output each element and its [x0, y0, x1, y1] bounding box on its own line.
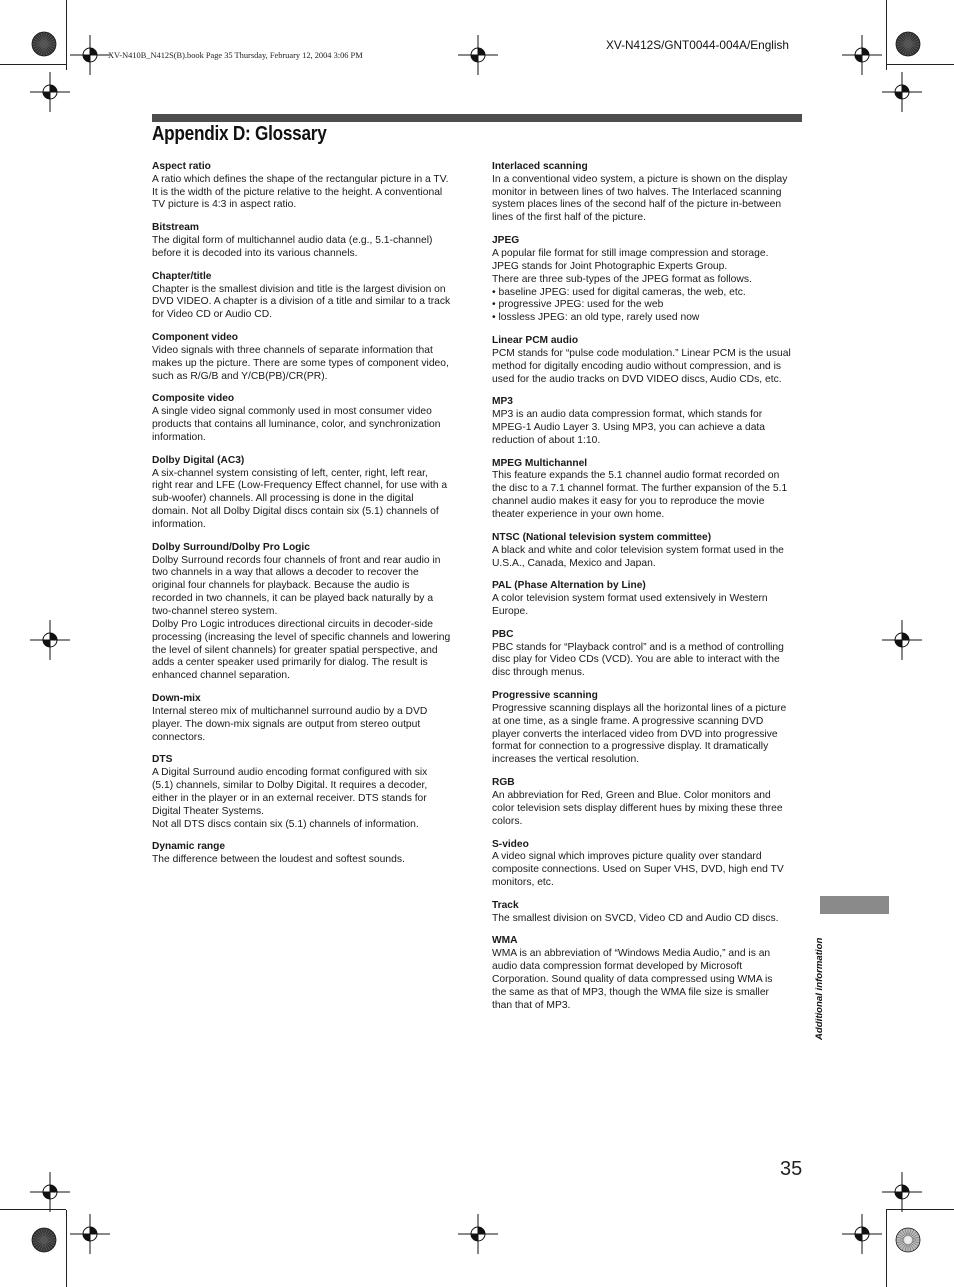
glossary-entry — [492, 629, 802, 680]
glossary-entry — [492, 935, 802, 1012]
glossary-definition-line: MPEG-1 Audio Layer 3. Using MP3, you can achieve a data — [492, 422, 766, 433]
glossary-definition-line: PBC stands for “Playback control” and is a method of controlling — [492, 641, 784, 653]
crop-mark — [886, 64, 954, 65]
glossary-definition-line: processing (increasing the level of specific channels and lowering — [152, 631, 451, 643]
glossary-definition-line: enhanced channel separation. — [152, 670, 290, 682]
page-title: Appendix D: Glossary — [152, 123, 327, 145]
glossary-definition-line: Dolby Pro Logic introduces directional circuits in decoder-side — [152, 618, 434, 630]
page-number: 35 — [780, 1158, 803, 1180]
glossary-definition-line: Chapter is the smallest division and title is the largest division on — [152, 283, 446, 295]
glossary-definition-line: An abbreviation for Red, Green and Blue. Color monitors and — [492, 789, 771, 801]
glossary-definition-line: MP3 is an audio data compression format, which stands for — [492, 409, 763, 421]
glossary-definition-line: The difference between the loudest and softest sounds. — [152, 854, 405, 866]
glossary-definition-line: Corporation. Sound quality of data compressed using WMA is — [492, 973, 773, 985]
glossary-term: Bitstream — [152, 222, 199, 234]
glossary-term: Dolby Surround/Dolby Pro Logic — [152, 541, 310, 553]
glossary-definition-line: In a conventional video system, a picture is shown on the display — [492, 173, 788, 185]
glossary-definition-line: such as R/G/B and Y/CB(PB)/CR(PR). — [152, 370, 328, 382]
color-bar-disc-icon — [895, 1227, 921, 1253]
crop-mark — [66, 0, 67, 70]
glossary-definition-line: Video signals with three channels of separate information that — [152, 344, 433, 356]
glossary-term: MP3 — [492, 396, 513, 408]
crop-mark — [886, 1210, 887, 1287]
registration-mark-icon — [70, 1214, 110, 1254]
glossary-definition-line: monitor in between lines of two halves. The Interlaced scanning — [492, 186, 782, 198]
glossary-term: RGB — [492, 777, 515, 789]
glossary-definition-line: at one time, as a single frame. A progressive scanning DVD — [492, 715, 764, 727]
glossary-definition-line: format for connection to a progressive display. It dramatically — [492, 741, 769, 753]
glossary-definition-line: A video signal which improves picture quality over standard — [492, 851, 762, 863]
glossary-entry — [152, 222, 462, 260]
glossary-entry — [152, 271, 462, 322]
glossary-entry — [492, 900, 802, 926]
glossary-term: Down-mix — [152, 693, 201, 705]
glossary-definition-line: before it is decoded into its various channels. — [152, 247, 358, 259]
glossary-definition-line: recorded in two channels, it can be played back naturally by a — [152, 593, 434, 605]
glossary-definition-line: connectors. — [152, 731, 206, 743]
glossary-entry — [492, 335, 802, 386]
glossary-definition-line: information. — [152, 518, 206, 530]
glossary-definition-line: A six-channel system consisting of left, center, right, left rear, — [152, 467, 428, 479]
glossary-term: PBC — [492, 628, 514, 640]
glossary-term: S-video — [492, 838, 529, 850]
glossary-definition-line: system places lines of the second half of the picture in-between — [492, 199, 782, 211]
glossary-entry — [492, 161, 802, 225]
glossary-term: Track — [492, 899, 519, 911]
registration-mark-icon — [458, 1214, 498, 1254]
registration-mark-icon — [30, 620, 70, 660]
glossary-definition-line: sub-woofer) channels. All processing is done in the digital — [152, 493, 414, 505]
glossary-definition-line: two-channel stereo system. — [152, 605, 278, 617]
glossary-definition-line: This feature expands the 5.1 channel audio format recorded on — [492, 470, 780, 482]
file-info-line: XV-N410B_N412S(B).book Page 35 Thursday, February 12, 2004 3:06 PM — [108, 51, 363, 60]
registration-mark-icon — [30, 1172, 70, 1212]
glossary-definition-line: theater experience in your own home. — [492, 509, 665, 521]
crop-mark — [0, 64, 66, 65]
glossary-definition-line: right rear and LFE (Low-Frequency Effect channel, for use with a — [152, 480, 448, 492]
glossary-definition-line: A Digital Surround audio encoding format configured with six — [152, 767, 428, 779]
glossary-term: NTSC (National television system committee) — [492, 531, 712, 543]
glossary-definition-line: audio data compression format developed by Microsoft — [492, 961, 743, 973]
glossary-term: Linear PCM audio — [492, 335, 579, 347]
color-bar-disc-icon — [31, 31, 57, 57]
glossary-definition-line: channel audio makes it easy for you to reproduce the movie — [492, 496, 765, 508]
glossary-definition-line: player. The down-mix signals are output from stereo output — [152, 718, 421, 730]
glossary-entry — [492, 458, 802, 522]
glossary-definition-line: original four channels for playback. Because the audio is — [152, 580, 410, 592]
glossary-definition-line: • progressive JPEG: used for the web — [492, 299, 664, 311]
registration-mark-icon — [882, 1172, 922, 1212]
glossary-term: Dynamic range — [152, 841, 226, 853]
glossary-definition-line: A popular file format for still image compression and storage. — [492, 247, 769, 259]
glossary-definition-line: It is the width of the picture relative to the height. A conventional — [152, 186, 443, 198]
glossary-definition-line: increases the vertical resolution. — [492, 754, 640, 766]
glossary-definition-line: either in the player or in an external receiver. DTS stands for — [152, 792, 427, 804]
glossary-definition-line: JPEG stands for Joint Photographic Experts Group. — [492, 260, 728, 272]
glossary-definition-line: for Video CD or Audio CD. — [152, 309, 272, 321]
glossary-term: Chapter/title — [152, 270, 212, 282]
glossary-definition-line: lines of the first half of the picture. — [492, 212, 646, 224]
glossary-definition-line: reduction of about 1:10. — [492, 434, 601, 446]
glossary-definition-line: used for the audio tracks on DVD VIDEO discs, Audio CDs, etc. — [492, 373, 782, 385]
glossary-entry — [152, 332, 462, 383]
glossary-term: JPEG — [492, 235, 520, 247]
glossary-definition-line: A ratio which defines the shape of the rectangular picture in a TV. — [152, 173, 449, 185]
registration-mark-icon — [882, 620, 922, 660]
registration-mark-icon — [842, 35, 882, 75]
glossary-entry — [152, 693, 462, 744]
glossary-definition-line: PCM stands for “pulse code modulation.” Linear PCM is the usual — [492, 347, 791, 359]
glossary-definition-line: composite connections. Used on Super VHS, DVD, high end TV — [492, 864, 784, 876]
glossary-entry — [492, 532, 802, 570]
glossary-definition-line: makes up the picture. There are some types of component video, — [152, 357, 449, 369]
glossary-left-column — [152, 161, 462, 877]
section-tab — [820, 896, 889, 914]
glossary-definition-line: the disc to a 7.1 channel format. The further expansion of the 5.1 — [492, 483, 788, 495]
glossary-definition-line: player converts the interlaced video from DVD into progressive — [492, 728, 778, 740]
glossary-term: WMA — [492, 935, 518, 947]
glossary-definition-line: (5.1) channels, similar to Dolby Digital. It requires a decoder, — [152, 780, 428, 792]
glossary-definition-line: Europe. — [492, 605, 529, 617]
glossary-definition-line: products that contains all luminance, color, and synchronization — [152, 419, 441, 431]
glossary-definition-line: information. — [152, 431, 206, 443]
glossary-entry — [152, 542, 462, 683]
glossary-definition-line: The digital form of multichannel audio data (e.g., 5.1-channel) — [152, 235, 433, 247]
glossary-entry — [152, 393, 462, 444]
glossary-entry — [492, 690, 802, 767]
glossary-term: Progressive scanning — [492, 690, 598, 702]
glossary-definition-line: disc play for Video CDs (VCD). You are able to interact with the — [492, 654, 780, 666]
glossary-term: DTS — [152, 754, 173, 766]
glossary-definition-line: the same as that of MP3, though the WMA file size is smaller — [492, 986, 769, 998]
glossary-definition-line: Internal stereo mix of multichannel surround audio by a DVD — [152, 705, 428, 717]
glossary-definition-line: A black and white and color television system format used in the — [492, 544, 784, 556]
glossary-definition-line: A color television system format used extensively in Western — [492, 593, 768, 605]
glossary-definition-line: monitors, etc. — [492, 876, 554, 888]
glossary-entry — [492, 580, 802, 618]
glossary-definition-line: DVD VIDEO. A chapter is a division of a title and similar to a track — [152, 296, 451, 308]
glossary-definition-line: adds a center speaker used primarily for dialog. The result is — [152, 657, 428, 669]
glossary-definition-line: U.S.A., Canada, Mexico and Japan. — [492, 557, 656, 569]
glossary-definition-line: two channels in a way that allows a decoder to recover the — [152, 567, 419, 579]
glossary-definition-line: WMA is an abbreviation of “Windows Media Audio,” and is an — [492, 948, 771, 960]
glossary-term: Composite video — [152, 393, 235, 405]
glossary-definition-line: Digital Theater Systems. — [152, 805, 264, 817]
glossary-definition-line: color television sets display different hues by mixing these three — [492, 802, 783, 814]
color-bar-disc-icon — [31, 1227, 57, 1253]
glossary-entry — [152, 161, 462, 212]
glossary-definition-line: Not all DTS discs contain six (5.1) channels of information. — [152, 818, 419, 830]
glossary-entry — [152, 455, 462, 532]
registration-mark-icon — [458, 35, 498, 75]
glossary-definition-line: method for digitally encoding audio without compression, and is — [492, 360, 782, 372]
glossary-definition-line: TV picture is 4:3 in aspect ratio. — [152, 199, 297, 211]
glossary-definition-line: colors. — [492, 815, 523, 827]
glossary-definition-line: There are three sub-types of the JPEG format as follows. — [492, 273, 752, 285]
glossary-definition-line: • lossless JPEG: an old type, rarely used now — [492, 312, 700, 324]
glossary-definition-line: disc through menus. — [492, 667, 585, 679]
glossary-definition-line: Dolby Surround records four channels of front and rear audio in — [152, 554, 441, 566]
glossary-entry — [492, 235, 802, 325]
glossary-term: Aspect ratio — [152, 161, 211, 172]
registration-mark-icon — [882, 72, 922, 112]
glossary-entry — [492, 396, 802, 447]
crop-mark — [886, 0, 887, 70]
color-bar-disc-icon — [895, 31, 921, 57]
title-bar — [152, 114, 802, 122]
crop-mark — [66, 1210, 67, 1287]
glossary-entry — [492, 777, 802, 828]
glossary-term: MPEG Multichannel — [492, 457, 588, 469]
glossary-definition-line: domain. Not all Dolby Digital discs contain six (5.1) channels of — [152, 506, 439, 518]
glossary-definition-line: The smallest division on SVCD, Video CD and Audio CD discs. — [492, 912, 779, 924]
glossary-term: PAL (Phase Alternation by Line) — [492, 580, 646, 592]
registration-mark-icon — [70, 35, 110, 75]
glossary-entry — [152, 841, 462, 867]
model-code: XV-N412S/GNT0044-004A/English — [606, 38, 789, 52]
glossary-entry — [152, 754, 462, 831]
glossary-entry — [492, 839, 802, 890]
glossary-term: Interlaced scanning — [492, 161, 588, 172]
glossary-term: Component video — [152, 332, 239, 344]
glossary-definition-line: A single video signal commonly used in most consumer video — [152, 406, 432, 418]
glossary-definition-line: than that of MP3. — [492, 999, 571, 1011]
glossary-term: Dolby Digital (AC3) — [152, 454, 245, 466]
section-side-label: Additional information — [814, 937, 825, 1040]
registration-mark-icon — [30, 72, 70, 112]
glossary-definition-line: • baseline JPEG: used for digital cameras, the web, etc. — [492, 286, 746, 298]
registration-mark-icon — [842, 1214, 882, 1254]
glossary-definition-line: Progressive scanning displays all the horizontal lines of a picture — [492, 702, 787, 714]
glossary-definition-line: the level of silent channels) for greater spatial perspective, and — [152, 644, 438, 656]
glossary-right-column — [492, 161, 802, 1022]
